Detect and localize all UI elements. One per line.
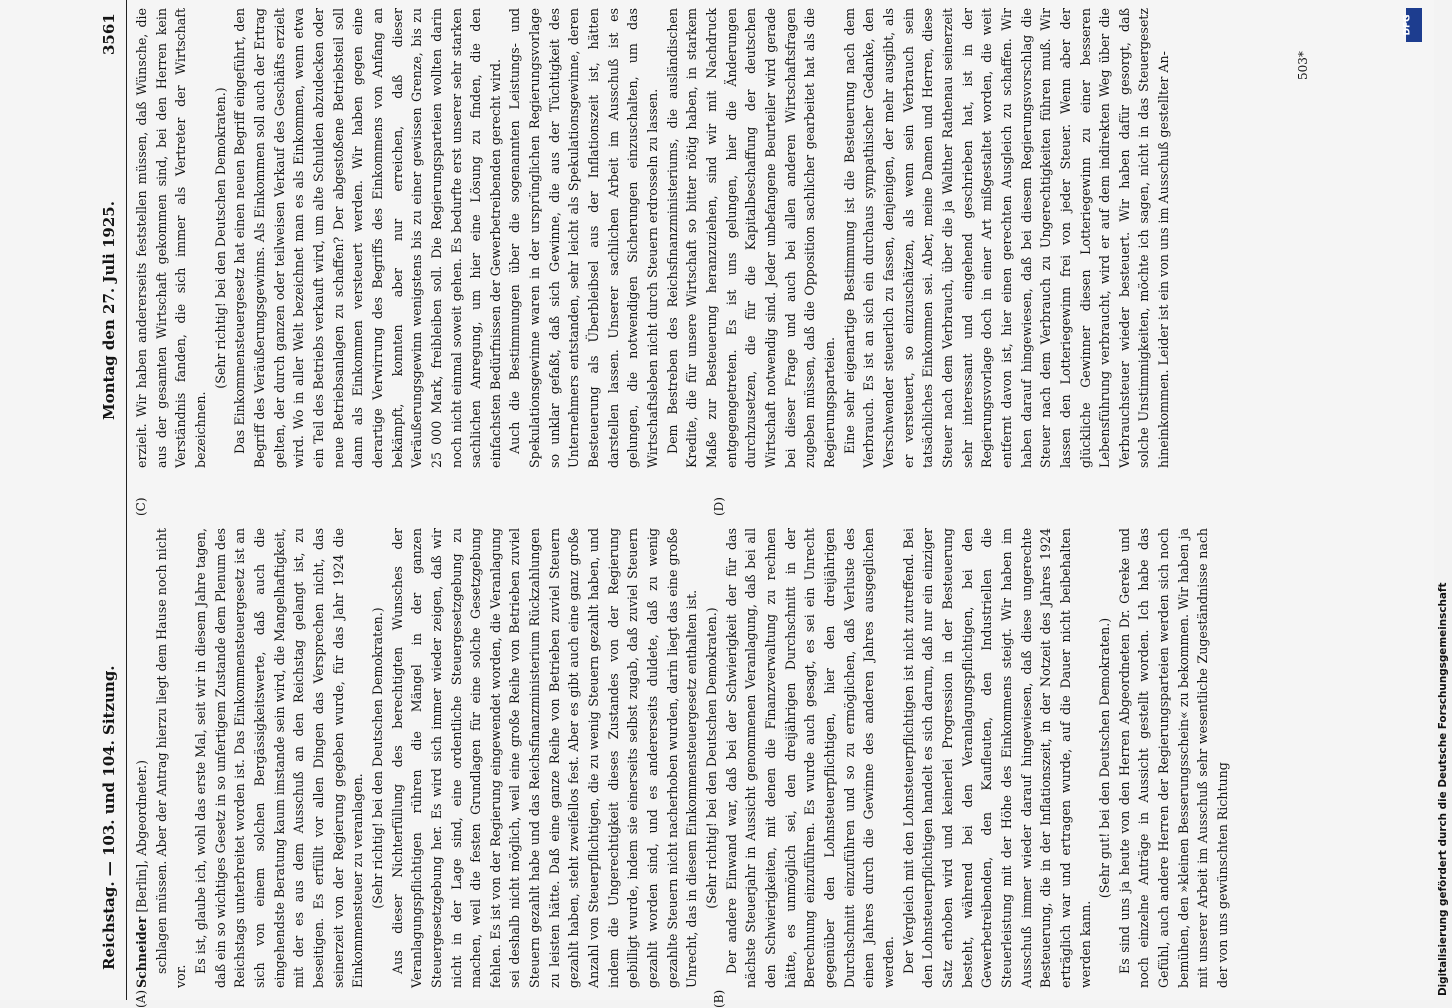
margin-letter-a: (A) — [134, 989, 148, 1008]
interjection: (Sehr gut! bei den Deutschen Demokraten.) — [1097, 617, 1113, 899]
header-rule — [126, 0, 127, 1000]
credit-text: Digitalisierung gefördert durch die Deutsche Forschungsgemeinschaft — [1437, 582, 1449, 996]
dfg-logo: DFG — [1406, 8, 1422, 42]
margin-letter-d: (D) — [712, 497, 726, 516]
page-number: 3561 — [100, 13, 118, 55]
paragraph: Auch die Bestimmungen über die sogenannten Leistungs- und Spekulationsgewinne waren in der ursprünglichen Regierungsvorlage so unklar gefaßt, daß sich Gewinne, die aus der Tüchtigkeit des Unternehmers entstanden, sehr leicht als Spekulationsgewinne, deren Besteuerung als Überbleibsel aus der Inflationszeit ist, hätten darstellen lassen. Unserer sachlichen Arbeit im Ausschuß ist es gelungen, die notwendigen Sicherungen einzuschalten, um das Wirtschaftsleben nicht durch Steuern erdrosseln zu lassen. — [507, 8, 661, 468]
paragraph: erzielt. Wir haben andererseits feststellen müssen, daß Wünsche, die aus der gesamten Wirtschaft gekommen sind, bei den Herren kein Verständnis fanden, die sich immer als Vertreter der Wirtschaft bezeichnen. — [134, 8, 208, 468]
paragraph: Das Einkommensteuergesetz hat einen neuen Begriff eingeführt, den Begriff des Veräußerungsgewinns. Als Einkommen soll auch der Ertrag gelten, der durch ganzen oder teilweisen Verkauf des Geschäfts erzielt wird. Wo in aller Welt bezeichnet man es als Einkommen, wenn etwa ein Teil des Betriebs verkauft wird, um alte Schulden abzudecken oder neue Betriebsanlagen zu schaffen? Der abgestoßene Betriebsteil soll dann als Einkommen versteuert werden. Wir haben gegen eine derartige Verwirrung des Begriffs des Einkommens von Anfang an bekämpft, konnten aber nur erreichen, daß dieser Veräußerungsgewinn wenigstens bis zu einer gewissen Grenze, bis zu 25 000 Mark, freibleiben soll. Die Regierungsparteien wollten darin noch nicht einmal soweit gehen. Es bedurfte erst unserer sehr starken sachlichen Anregung, um hier eine Lösung zu finden, die den einfachsten Bedürfnissen der Gewerbetreibenden gerecht wird. — [232, 8, 503, 468]
page-header — [100, 10, 122, 990]
margin-letter-b: (B) — [712, 989, 726, 1008]
paragraph: Der Vergleich mit den Lohnsteuerpflichtigen ist nicht zutreffend. Bei den Lohnsteuerpflichtigen handelt es sich darum, daß nur ein einziger Satz erhoben wird und keinerlei Progression in der Besteuerung besteht, während bei den Veranlagungspflichtigen, bei den Gewerbetreibenden, den Kaufleuten, den Industriellen die Steuerleistung mit der Höhe des Einkommens steigt. Wir haben im Ausschuß immer wieder darauf hingewiesen, daß diese ungerechte Besteuerung, die in der Inflationszeit, in der Notzeit des Jahres 1924 erträglich war und ertragen wurde, auf die Dauer nicht beibehalten werden kann. — [900, 528, 1093, 988]
paragraph: Es ist, glaube ich, wohl das erste Mal, seit wir in diesem Jahre tagen, daß ein so wichtiges Gesetz in so unfertigem Zustande dem Plenum des Reichstags unterbreitet worden ist. Das Einkommensteuergesetz ist an sich von einem solchen Bergässigkeitswerte, daß auch die eingehendste Beratung kaum imstande sein wird, die Mangelhaftigkeit, mit der es aus dem Ausschuß an den Reichstag gelangt ist, zu beseitigen. Es erfüllt vor allen Dingen das Versprechen nicht, das seinerzeit von der Regierung gegeben wurde, für das Jahr 1924 die Einkommensteuer zu veranlagen. — [192, 528, 366, 988]
paragraph: Eine sehr eigenartige Bestimmung ist die Besteuerung nach dem Verbrauch. Es ist an sich ein durchaus sympathischer Gedanke, den Verschwender steuerlich zu fassen, denjenigen, der mehr ausgibt, als er versteuert, so einzuschätzen, als wenn sein Verbrauch sein tatsächliches Einkommen sei. Aber, meine Damen und Herren, diese Steuer nach dem Verbrauch, über die ja Walther Rathenau seinerzeit sehr interessant und eingehend geschrieben hat, ist in der Regierungsvorlage doch in einer Art mißgestaltet worden, die weit entfernt davon ist, hier einen gerechten Ausgleich zu schaffen. Wir haben darauf hingewiesen, daß bei diesem Regierungsvorschlag die Steuer nach dem Verbrauch zu Ungerechtigkeiten führen muß. Wir lassen den Lotteriegewinn frei von jeder Steuer. Wenn aber der glückliche Gewinner diesen Lotteriegewinn zu einer besseren Lebensführung verbraucht, wird er auf dem indirekten Weg über die Verbrauchsteuer wieder besteuert. Wir haben dafür gesorgt, daß solche Unstimmigkeiten, möchte ich sagen, nicht in das Steuergesetz hineinkommen. Leider ist ein von uns im Ausschuß gestellter An- — [841, 8, 1172, 468]
paragraph: Es sind uns ja heute von den Herren Abgeordneten Dr. Gereke und noch einzelne Anträge in Aussicht gestellt worden. Ich habe das Gefühl, auch andere Herren der Regierungsparteien werden sich noch bemühen, den »kleinen Besserungsschein« zu bekommen. Wir haben ja mit unserer Arbeit im Ausschuß sehr wesentliche Zugeständnisse nach der von uns gewünschten Richtung — [1116, 528, 1231, 988]
speaker-note: [Berlin], Abgeordneter.) — [134, 759, 149, 913]
speaker-name: Schneider — [134, 916, 149, 988]
digitization-credit — [1394, 6, 1449, 996]
left-text-column — [132, 528, 1292, 988]
interjection: (Sehr richtig! bei den Deutschen Demokraten.) — [704, 607, 720, 909]
rotated-newspaper-page — [100, 0, 1320, 1008]
header-date: Montag den 27. Juli 1925. — [100, 201, 118, 420]
paragraph: Dem Bestreben des Reichsfinanzministeriums, die ausländischen Kredite, die für unsere Wirtschaft so bitter nötig haben, in starkem Maße zur Besteuerung heranzuziehen, sind wir mit Nachdruck entgegengetreten. Es ist uns gelungen, hier die Änderungen durchzusetzen, die für die Kapitalbeschaffung der deutschen Wirtschaft notwendig sind. Jeder unbefangene Beurteiler wird gerade bei dieser Frage und auch bei allen anderen Wirtschaftsfragen zugeben müssen, daß die Opposition sachlicher gearbeitet hat als die Regierungsparteien. — [664, 8, 837, 468]
interjection: (Sehr richtig! bei den Deutschen Demokraten.) — [212, 87, 228, 389]
interjection: (Sehr richtig! bei den Deutschen Demokraten.) — [369, 607, 385, 909]
paragraph: Aus dieser Nichterfüllung des berechtigten Wunsches der Veranlagungspflichtigen rühren die Mängel in der ganzen Steuergesetzgebung her. Es wird sich immer wieder zeigen, daß wir nicht in der Lage sind, eine ordentliche Steuergesetzgebung zu machen, weil die festen Grundlagen für eine solche Gesetzgebung fehlen. Es ist von der Regierung eingewendet worden, die Veranlagung sei deshalb nicht möglich, weil eine große Reihe von Betrieben zuviel Steuern gezahlt habe und das Reichsfinanzministerium Rückzahlungen zu leisten hätte. Daß eine ganze Reihe von Betrieben zuviel Steuern gezahlt haben, steht zweifellos fest. Aber es gibt auch eine ganz große Anzahl von Steuerpflichtigen, die zu wenig Steuern gezahlt haben, und indem die Ungerechtigkeit dieses Zustandes von der Regierung gebilligt wurde, indem sie einerseits selbst zugab, daß zuviel Steuern gezahlt worden sind, und es andererseits duldete, daß zu wenig gezahlte Steuern nicht nacherhoben wurden, darin liegt das eine große Unrecht, das in diesem Einkommensteuergesetz enthalten ist. — [389, 528, 700, 988]
header-left: Reichstag. — 103. und 104. Sitzung. — [100, 665, 118, 970]
right-text-column — [132, 8, 1292, 468]
paragraph: Der andere Einwand war, daß bei der Schwierigkeit der für das nächste Steuerjahr in Aussicht genommenen Veranlagung, daß bei all den Schwierigkeiten, mit denen die Finanzverwaltung zu rechnen hätte, es unmöglich sei, den dreijährigen Durchschnitt in der Berechnung einzuführen. Es wurde auch gesagt, es sei ein Unrecht gegenüber den Lohnsteuerpflichtigen, hier den dreijährigen Durchschnitt einzuführen und so zu ermöglichen, daß Verluste des einen Jahres durch die Gewinne des anderen Jahres ausgeglichen werden. — [723, 528, 896, 988]
signature-mark: 503* — [1296, 51, 1310, 80]
paragraph: schlagen müssen. Aber der Antrag hierzu liegt dem Hause noch nicht vor. — [153, 528, 189, 988]
margin-letter-c: (C) — [134, 497, 148, 516]
